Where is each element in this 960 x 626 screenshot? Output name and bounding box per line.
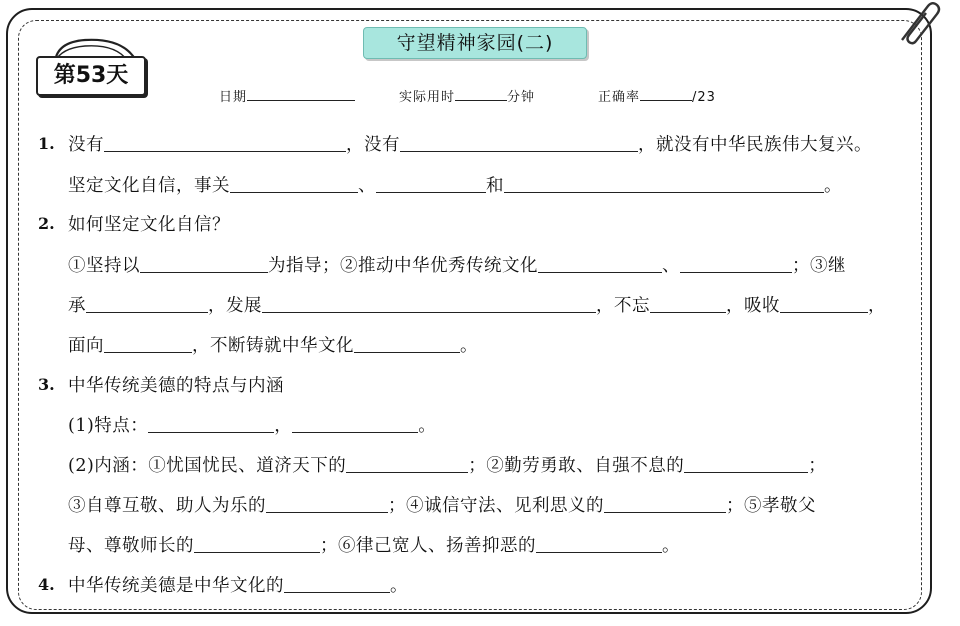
question-line: 没有 ，没有 ，就没有中华民族伟大复兴。 bbox=[68, 135, 872, 155]
answer-blank[interactable] bbox=[354, 334, 460, 353]
answer-blank[interactable] bbox=[538, 254, 662, 273]
date-blank[interactable] bbox=[247, 86, 355, 101]
answer-blank[interactable] bbox=[400, 133, 638, 152]
answer-blank[interactable] bbox=[194, 534, 320, 553]
question-line: (1)特点： ， 。 bbox=[68, 416, 437, 436]
time-blank[interactable] bbox=[455, 86, 507, 101]
answer-blank[interactable] bbox=[262, 294, 596, 313]
answer-blank[interactable] bbox=[376, 174, 486, 193]
answer-blank[interactable] bbox=[780, 294, 868, 313]
answer-blank[interactable] bbox=[536, 534, 662, 553]
question-line: ①坚持以 为指导；②推动中华优秀传统文化 、 ；③继 bbox=[68, 256, 846, 276]
accuracy-blank[interactable] bbox=[640, 86, 692, 101]
answer-blank[interactable] bbox=[86, 294, 208, 313]
date-label: 日期 bbox=[219, 90, 248, 105]
question-line: 中华传统美德是中华文化的 。 bbox=[68, 576, 408, 596]
answer-blank[interactable] bbox=[266, 494, 388, 513]
accuracy-total: /23 bbox=[692, 90, 716, 105]
answer-blank[interactable] bbox=[104, 133, 346, 152]
answer-blank[interactable] bbox=[284, 574, 390, 593]
question-number: 4. bbox=[38, 575, 55, 594]
answer-blank[interactable] bbox=[684, 454, 808, 473]
question-number: 2. bbox=[38, 214, 55, 233]
question-line: (2)内涵：①忧国忧民、道济天下的 ；②勤劳勇敢、自强不息的 ； bbox=[68, 456, 827, 476]
answer-blank[interactable] bbox=[680, 254, 792, 273]
question-line: 坚定文化自信，事关 、 和 。 bbox=[68, 176, 842, 196]
question-stem: 如何坚定文化自信？ bbox=[68, 215, 230, 235]
answer-blank[interactable] bbox=[140, 254, 268, 273]
answer-blank[interactable] bbox=[604, 494, 726, 513]
accuracy-field bbox=[598, 86, 716, 105]
time-label: 实际用时 bbox=[399, 90, 456, 105]
question-line: 承 ，发展 ，不忘 ，吸收 ， bbox=[68, 296, 886, 316]
question-line: 母、尊敬师长的 ；⑥律己宽人、扬善抑恶的 。 bbox=[68, 536, 680, 556]
question-number: 1. bbox=[38, 134, 55, 153]
accuracy-label: 正确率 bbox=[598, 90, 641, 105]
page-title: 守望精神家园(二) bbox=[363, 27, 587, 59]
answer-blank[interactable] bbox=[504, 174, 824, 193]
paperclip-icon bbox=[884, 0, 944, 48]
answer-blank[interactable] bbox=[104, 334, 192, 353]
question-number: 3. bbox=[38, 375, 55, 394]
answer-blank[interactable] bbox=[650, 294, 726, 313]
answer-blank[interactable] bbox=[346, 454, 468, 473]
time-field bbox=[399, 86, 535, 105]
question-line: ③自尊互敬、助人为乐的 ；④诚信守法、见利思义的 ；⑤孝敬父 bbox=[68, 496, 816, 516]
question-stem: 中华传统美德的特点与内涵 bbox=[68, 376, 284, 396]
answer-blank[interactable] bbox=[230, 174, 358, 193]
day-badge: 第53天 bbox=[36, 56, 146, 96]
question-line: 面向 ，不断铸就中华文化 。 bbox=[68, 336, 478, 356]
answer-blank[interactable] bbox=[292, 414, 418, 433]
answer-blank[interactable] bbox=[148, 414, 274, 433]
date-field bbox=[219, 86, 355, 105]
time-unit: 分钟 bbox=[507, 90, 536, 105]
